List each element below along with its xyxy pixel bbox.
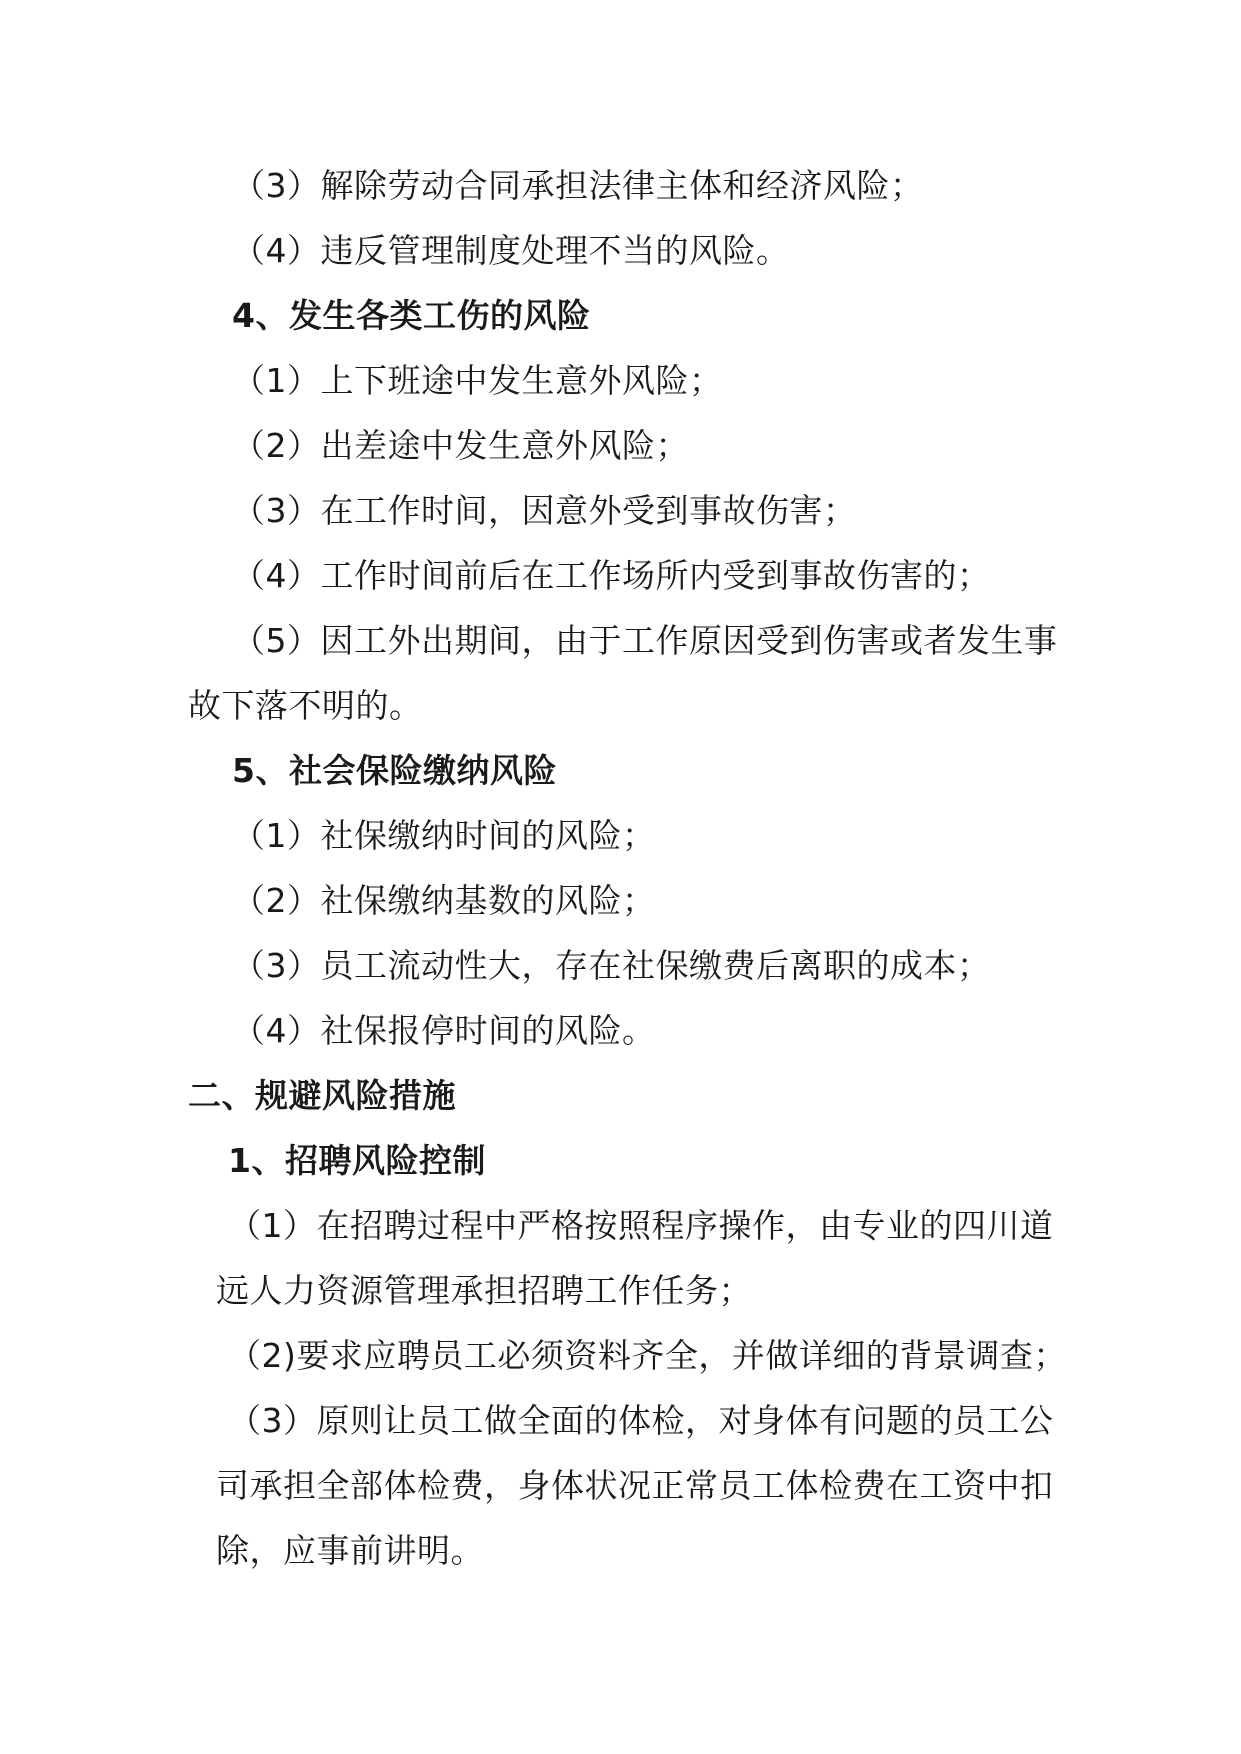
item-3-terminate-contract: （3）解除劳动合同承担法律主体和经济风险； xyxy=(232,166,924,205)
section-heading-social-insurance: 5、社会保险缴纳风险 xyxy=(232,751,557,790)
chapter-heading-risk-avoidance: 二、规避风险措施 xyxy=(188,1076,456,1115)
item-2-background-check: （2)要求应聘员工必须资料齐全，并做详细的背景调查； xyxy=(228,1336,1067,1375)
item-1-commute-accident: （1）上下班途中发生意外风险； xyxy=(232,361,723,400)
section-heading-recruitment-control: 1、招聘风险控制 xyxy=(228,1141,486,1180)
item-3-staff-turnover: （3）员工流动性大，存在社保缴费后离职的成本； xyxy=(232,946,991,985)
item-4-workplace-injury: （4）工作时间前后在工作场所内受到事故伤害的； xyxy=(232,556,991,595)
item-1-continuation: 远人力资源管理承担招聘工作任务； xyxy=(216,1271,752,1310)
item-4-management-violation: （4）违反管理制度处理不当的风险。 xyxy=(232,231,790,270)
item-1-recruitment-procedure: （1）在招聘过程中严格按照程序操作，由专业的四川道 xyxy=(228,1206,1054,1245)
item-3-work-hours-injury: （3）在工作时间，因意外受到事故伤害； xyxy=(232,491,857,530)
item-2-payment-base: （2）社保缴纳基数的风险； xyxy=(232,881,656,920)
item-3-continuation-2: 除，应事前讲明。 xyxy=(216,1531,484,1570)
section-heading-work-injury: 4、发生各类工伤的风险 xyxy=(232,296,591,335)
item-3-continuation-1: 司承担全部体检费，身体状况正常员工体检费在工资中扣 xyxy=(216,1466,1054,1505)
item-3-medical-exam: （3）原则让员工做全面的体检，对身体有问题的员工公 xyxy=(228,1401,1054,1440)
item-2-business-trip-accident: （2）出差途中发生意外风险； xyxy=(232,426,689,465)
item-5-continuation: 故下落不明的。 xyxy=(188,686,423,725)
item-5-out-on-duty: （5）因工外出期间，由于工作原因受到伤害或者发生事 xyxy=(232,621,1058,660)
item-1-payment-time: （1）社保缴纳时间的风险； xyxy=(232,816,656,855)
item-4-suspension-time: （4）社保报停时间的风险。 xyxy=(232,1011,656,1050)
